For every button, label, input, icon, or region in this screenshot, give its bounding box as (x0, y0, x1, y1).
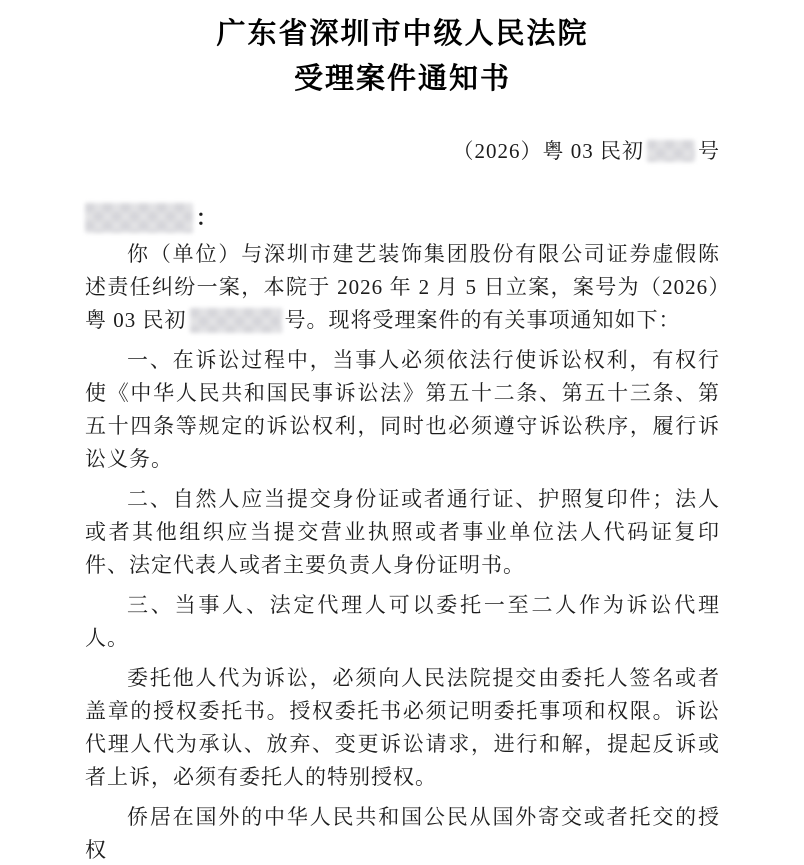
recipient-line (85, 202, 720, 235)
redacted-text-block (190, 308, 282, 333)
notice-body (85, 238, 720, 865)
case-number-prefix: （2026）粤 03 民初 (452, 139, 644, 163)
body-paragraph (85, 483, 720, 582)
case-number-suffix: 号 (698, 139, 720, 163)
paragraph-text: 你（单位）与深圳市建艺装饰集团股份有限公司证券虚假陈述责任纠纷一案，本院于 2026 年 2 月 5 日立案，案号为（2026）粤 03 民初 (85, 242, 720, 333)
recipient-colon: ： (196, 206, 217, 230)
body-paragraph (85, 662, 720, 794)
body-paragraph (85, 801, 720, 865)
paragraph-text: 侨居在国外的中华人民共和国公民从国外寄交或者托交的授权 (85, 805, 720, 863)
paragraph-text: 三、当事人、法定代理人可以委托一至二人作为诉讼代理人。 (85, 593, 720, 651)
paragraph-text: 一、在诉讼过程中，当事人必须依法行使诉讼权利，有权行使《中华人民共和国民事诉讼法》第五十二条、第五十三条、第五十四条等规定的诉讼权利，同时也必须遵守诉讼秩序，履行诉讼义务。 (85, 348, 720, 472)
document-title: 受理案件通知书 (293, 63, 511, 95)
case-number-line (85, 136, 720, 166)
body-paragraph (85, 344, 720, 476)
body-paragraph (85, 589, 720, 655)
case-number-redacted-block (647, 140, 695, 162)
paragraph-text: 二、自然人应当提交身份证或者通行证、护照复印件；法人或者其他组织应当提交营业执照或者事业单位法人代码证复印件、法定代表人或者主要负责人身份证明书。 (85, 487, 720, 578)
title-block (85, 12, 720, 102)
body-paragraph (85, 238, 720, 337)
paragraph-text: 委托他人代为诉讼，必须向人民法院提交由委托人签名或者盖章的授权委托书。授权委托书必须记明委托事项和权限。诉讼代理人代为承认、放弃、变更诉讼请求，进行和解，提起反诉或者上诉，必须有委托人的特别授权。 (85, 666, 720, 790)
recipient-name-redacted-block (85, 203, 193, 233)
court-name: 广东省深圳市中级人民法院 (216, 18, 589, 50)
paragraph-text: 号。现将受理案件的有关事项通知如下： (284, 308, 681, 333)
